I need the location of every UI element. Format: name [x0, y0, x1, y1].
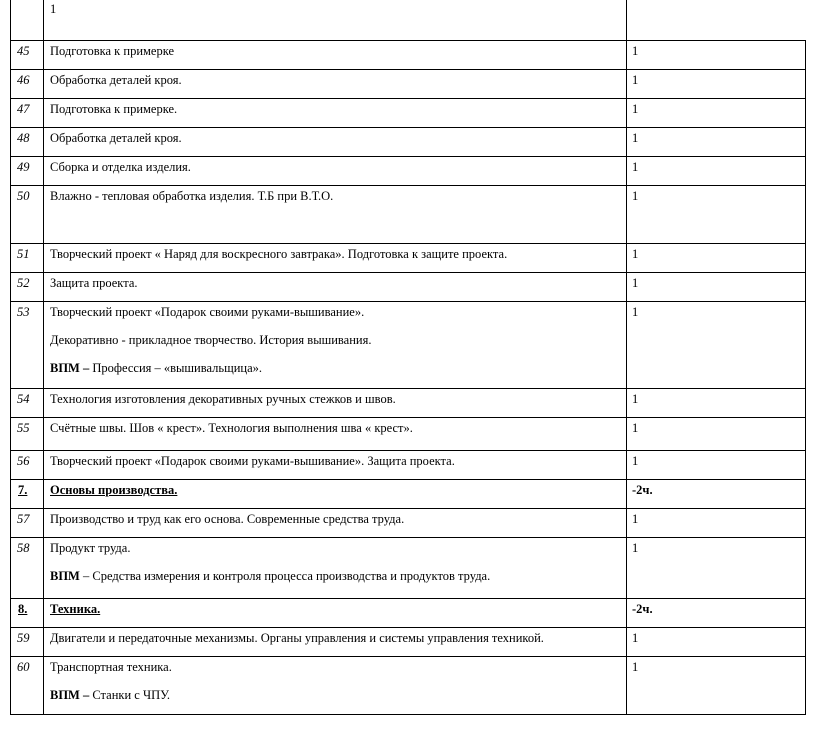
topic-text: Подготовка к примерке	[50, 44, 175, 58]
row-divider	[10, 156, 806, 157]
row-divider	[10, 301, 806, 302]
header-cell: 1	[50, 2, 57, 16]
lesson-hours: 1	[632, 276, 639, 290]
lesson-topic	[50, 631, 544, 646]
lesson-topic	[50, 660, 172, 675]
row-divider	[10, 537, 806, 538]
topic-text: Творческий проект « Наряд для воскресного завтрака». Подготовка к защите проекта.	[50, 247, 508, 261]
lesson-hours: 1	[632, 541, 639, 555]
lesson-number: 47	[17, 102, 30, 116]
header-col-divider-2	[626, 0, 627, 40]
lesson-hours: 1	[632, 44, 639, 58]
lesson-topic	[50, 512, 404, 527]
lesson-hours: 1	[632, 392, 639, 406]
vpm-label: ВПМ –	[50, 361, 90, 375]
lesson-number: 46	[17, 73, 30, 87]
topic-text: Защита проекта.	[50, 276, 138, 290]
lesson-hours: 1	[632, 305, 639, 319]
lesson-topic	[50, 276, 138, 291]
topic-text: Сборка и отделка изделия.	[50, 160, 191, 174]
header-left-border	[10, 0, 11, 40]
topic-text: Станки с ЧПУ.	[89, 688, 171, 702]
section-hours: -2ч.	[632, 602, 653, 616]
row-divider	[10, 272, 806, 273]
table-left-border	[10, 40, 11, 715]
lesson-topic	[50, 333, 371, 348]
lesson-topic	[50, 73, 182, 88]
lesson-topic	[50, 102, 177, 117]
topic-text: Обработка деталей кроя.	[50, 131, 182, 145]
lesson-hours: 1	[632, 421, 639, 435]
lesson-hours: 1	[632, 102, 639, 116]
section-number: 7.	[18, 483, 28, 497]
table-top-border	[10, 40, 806, 41]
section-number: 8.	[18, 602, 28, 616]
row-divider	[10, 714, 806, 715]
lesson-number: 60	[17, 660, 30, 674]
lesson-hours: 1	[632, 247, 639, 261]
lesson-topic	[50, 131, 182, 146]
lesson-topic	[50, 421, 413, 436]
lesson-topic	[50, 189, 333, 204]
topic-text: Обработка деталей кроя.	[50, 73, 182, 87]
lesson-topic	[50, 361, 262, 376]
lesson-number: 59	[17, 631, 30, 645]
section-hours: -2ч.	[632, 483, 653, 497]
lesson-hours: 1	[632, 160, 639, 174]
lesson-hours: 1	[632, 73, 639, 87]
row-divider	[10, 627, 806, 628]
lesson-topic	[50, 454, 455, 469]
vpm-label: ВПМ –	[50, 688, 90, 702]
lesson-hours: 1	[632, 131, 639, 145]
lesson-topic	[50, 392, 396, 407]
lesson-topic	[50, 160, 191, 175]
lesson-number: 54	[17, 392, 30, 406]
topic-text: Двигатели и передаточные механизмы. Органы управления и системы управления техникой.	[50, 631, 544, 645]
hours-column-divider	[626, 40, 627, 715]
lesson-topic	[50, 44, 174, 59]
lesson-number: 52	[17, 276, 30, 290]
lesson-hours: 1	[632, 454, 639, 468]
row-divider	[10, 127, 806, 128]
topic-text: Влажно - тепловая обработка изделия. Т.Б при В.Т.О.	[50, 189, 334, 203]
lesson-topic	[50, 247, 507, 262]
topic-text: Техника.	[50, 602, 101, 616]
lesson-hours: 1	[632, 660, 639, 674]
topic-text: Транспортная техника.	[50, 660, 172, 674]
number-column-divider	[43, 40, 44, 715]
lesson-number: 49	[17, 160, 30, 174]
lesson-hours: 1	[632, 512, 639, 526]
lesson-number: 50	[17, 189, 30, 203]
lesson-hours: 1	[632, 189, 639, 203]
lesson-topic	[50, 688, 170, 703]
lesson-number: 45	[17, 44, 30, 58]
row-divider	[10, 479, 806, 480]
row-divider	[10, 388, 806, 389]
section-title	[50, 483, 177, 498]
row-divider	[10, 417, 806, 418]
row-divider	[10, 656, 806, 657]
topic-text: Технология изготовления декоративных ручных стежков и швов.	[50, 392, 396, 406]
row-divider	[10, 450, 806, 451]
row-divider	[10, 98, 806, 99]
topic-text: Счётные швы. Шов « крест». Технология выполнения шва « крест».	[50, 421, 413, 435]
topic-text: Профессия – «вышивальщица».	[89, 361, 263, 375]
topic-text: Основы производства.	[50, 483, 178, 497]
lesson-topic	[50, 569, 490, 584]
lesson-number: 51	[17, 247, 30, 261]
section-title	[50, 602, 100, 617]
topic-text: – Средства измерения и контроля процесса производства и продуктов труда.	[79, 569, 491, 583]
row-divider	[10, 69, 806, 70]
row-divider	[10, 185, 806, 186]
lesson-hours: 1	[632, 631, 639, 645]
lesson-topic	[50, 541, 130, 556]
topic-text: Творческий проект «Подарок своими руками-вышивание».	[50, 305, 365, 319]
topic-text: Подготовка к примерке.	[50, 102, 178, 116]
row-divider	[10, 243, 806, 244]
lesson-number: 48	[17, 131, 30, 145]
lesson-number: 55	[17, 421, 30, 435]
lesson-number: 58	[17, 541, 30, 555]
header-col-divider	[43, 0, 44, 40]
lesson-number: 53	[17, 305, 30, 319]
lesson-number: 57	[17, 512, 30, 526]
lesson-number: 56	[17, 454, 30, 468]
topic-text: Декоративно - прикладное творчество. История вышивания.	[50, 333, 372, 347]
topic-text: Творческий проект «Подарок своими руками-вышивание». Защита проекта.	[50, 454, 455, 468]
table-right-border	[805, 40, 806, 715]
row-divider	[10, 508, 806, 509]
topic-text: Продукт труда.	[50, 541, 131, 555]
topic-text: Производство и труд как его основа. Современные средства труда.	[50, 512, 405, 526]
row-divider	[10, 598, 806, 599]
lesson-topic	[50, 305, 364, 320]
vpm-label: ВПМ	[50, 569, 80, 583]
